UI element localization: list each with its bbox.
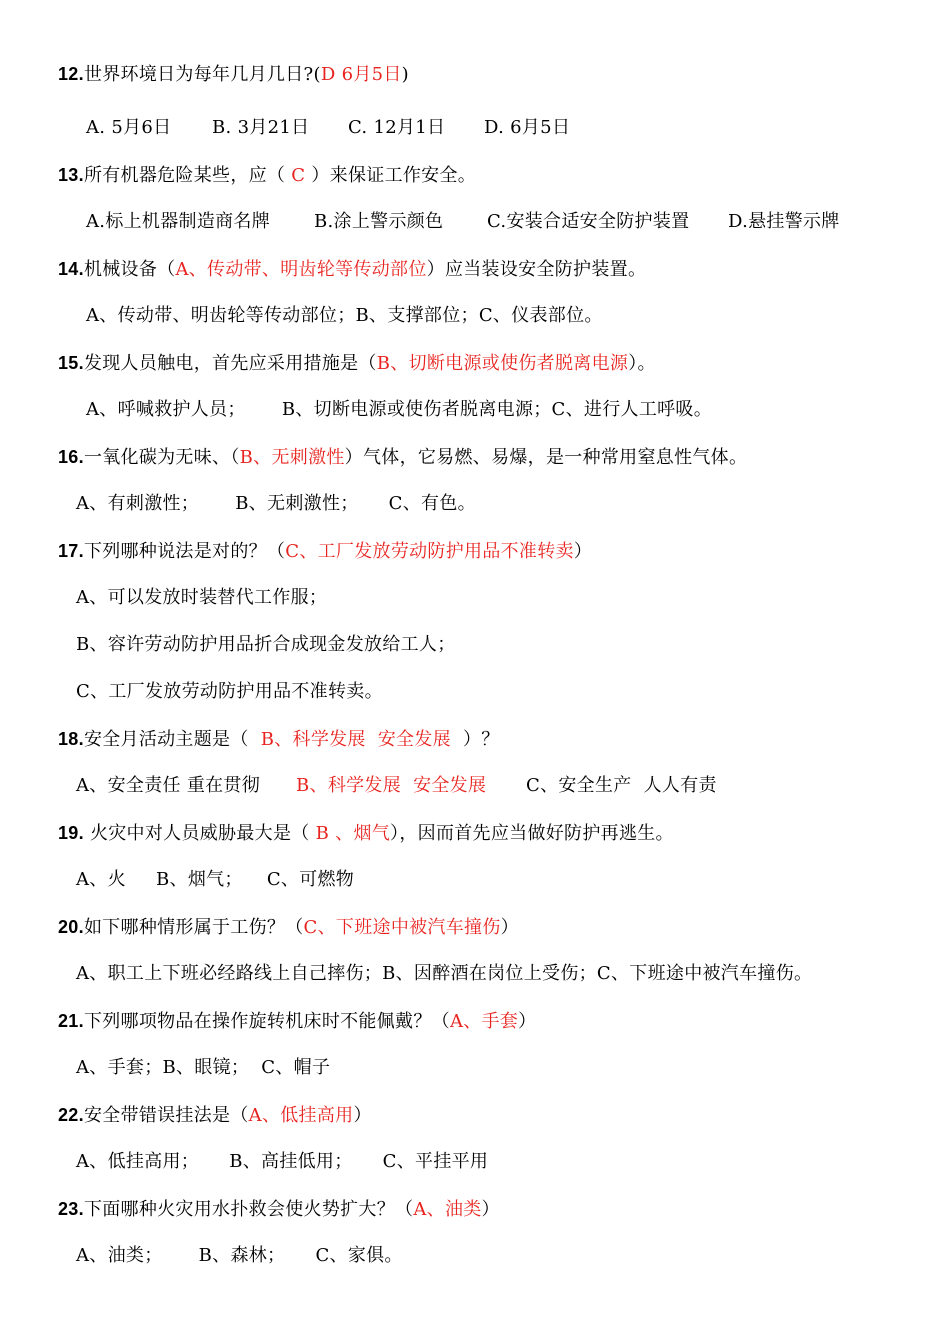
- option-line: [76, 962, 812, 986]
- answer-text: A、手套: [449, 1011, 519, 1032]
- option-line: [296, 774, 486, 798]
- question-text: 安全月活动主题是（: [83, 729, 261, 750]
- option-line: [76, 633, 456, 657]
- question-text: 发现人员触电，首先应采用措施是（: [83, 353, 377, 374]
- question-16: [58, 445, 747, 470]
- option-line: [76, 774, 260, 798]
- answer-text: C、工厂发放劳动防护用品不准转卖: [285, 541, 574, 562]
- question-number: 15.: [58, 353, 84, 373]
- option-line: [86, 116, 171, 140]
- answer-text: B、科学发展 安全发展: [260, 729, 451, 750]
- question-number: 21.: [58, 1011, 84, 1031]
- answer-text: C、下班途中被汽车撞伤: [303, 917, 501, 938]
- option-line: [86, 210, 270, 234]
- question-15: [58, 351, 656, 376]
- question-text: ）气体，它易燃、易爆，是一种常用窒息性气体。: [344, 447, 748, 468]
- option-line: [86, 304, 603, 328]
- question-text: ）: [353, 1105, 372, 1126]
- question-text: 一氧化碳为无味、（: [83, 447, 240, 468]
- answer-text: C: [291, 165, 306, 186]
- option-a: A. 5月6日: [86, 117, 172, 138]
- option-line: [76, 1056, 330, 1080]
- option-b-answer: B、科学发展 安全发展: [296, 775, 487, 796]
- question-text: ）应当装设安全防护装置。: [426, 259, 647, 280]
- question-20: [58, 915, 519, 940]
- option-c: C、安全生产 人人有责: [526, 775, 717, 796]
- question-number: 17.: [58, 541, 84, 561]
- question-number: 23.: [58, 1199, 84, 1219]
- option-line: [76, 868, 354, 892]
- question-17: [58, 539, 592, 564]
- option-d: D. 6月5日: [484, 117, 571, 138]
- answer-text: A、低挂高用: [248, 1105, 354, 1126]
- options-text: A、有刺激性； B、无刺激性； C、有色。: [76, 493, 476, 514]
- options-text: A、低挂高用； B、高挂低用； C、平挂平用: [76, 1151, 489, 1172]
- options-text: A、火 B、烟气； C、可燃物: [76, 869, 355, 890]
- option-line: [348, 116, 445, 140]
- question-text: 下面哪种火灾用水扑救会使火势扩大？（: [83, 1199, 414, 1220]
- question-text: 所有机器危险某些，应（: [83, 165, 292, 186]
- question-text: 世界环境日为每年几月几日?(: [83, 64, 321, 85]
- answer-text: A、传动带、明齿轮等传动部位: [175, 259, 427, 280]
- question-text: ): [401, 64, 409, 85]
- option-line: [76, 680, 383, 704]
- option-line: [76, 1244, 403, 1268]
- question-text: ）？: [450, 729, 500, 750]
- question-number: 14.: [58, 259, 84, 279]
- option-a: A.标上机器制造商名牌: [86, 211, 271, 232]
- option-line: [76, 586, 327, 610]
- option-c: C、工厂发放劳动防护用品不准转卖。: [76, 681, 383, 702]
- option-d: D.悬挂警示牌: [728, 211, 840, 232]
- options-text: A、职工上下班必经路线上自己摔伤；B、因醉酒在岗位上受伤；C、下班途中被汽车撞伤。: [76, 963, 813, 984]
- option-line: [728, 210, 840, 234]
- question-text: ）。: [628, 353, 656, 374]
- options-text: A、油类； B、森林； C、家俱。: [76, 1245, 403, 1266]
- question-text: ）: [518, 1011, 537, 1032]
- question-number: 22.: [58, 1105, 84, 1125]
- question-text: 如下哪种情形属于工伤？（: [83, 917, 304, 938]
- question-19: [58, 821, 674, 846]
- question-text: ），因而首先应当做好防护再逃生。: [390, 823, 674, 844]
- question-number: 19.: [58, 823, 84, 843]
- question-21: [58, 1009, 536, 1034]
- option-a: A、可以发放时装替代工作服；: [76, 587, 328, 608]
- option-c: C. 12月1日: [348, 117, 446, 138]
- question-text: 安全带错误挂法是（: [83, 1105, 249, 1126]
- options-text: A、手套；B、眼镜； C、帽子: [76, 1057, 331, 1078]
- question-number: 18.: [58, 729, 84, 749]
- question-23: [58, 1197, 500, 1222]
- answer-text: B、切断电源或使伤者脱离电源: [376, 353, 629, 374]
- option-line: [76, 492, 476, 516]
- question-number: 20.: [58, 917, 84, 937]
- option-b: B. 3月21日: [212, 117, 310, 138]
- question-number: 12.: [58, 64, 84, 84]
- question-text: 火灾中对人员威胁最大是（: [83, 823, 316, 844]
- question-13: [58, 163, 476, 188]
- answer-text: A、油类: [413, 1199, 482, 1220]
- question-12: [58, 62, 409, 87]
- option-c: C.安装合适安全防护装置: [487, 211, 690, 232]
- question-22: [58, 1103, 372, 1128]
- option-line: [76, 1150, 488, 1174]
- question-text: ）: [573, 541, 593, 562]
- options-text: A、传动带、明齿轮等传动部位；B、支撑部位；C、仪表部位。: [86, 305, 603, 326]
- question-number: 13.: [58, 165, 84, 185]
- question-text: 下列哪种说法是对的？（: [83, 541, 286, 562]
- question-text: ）来保证工作安全。: [305, 165, 477, 186]
- question-text: ）: [481, 1199, 500, 1220]
- question-14: [58, 257, 646, 282]
- option-a: A、安全责任 重在贯彻: [76, 775, 261, 796]
- question-text: 机械设备（: [83, 259, 176, 280]
- option-b: B.涂上警示颜色: [314, 211, 444, 232]
- option-line: [526, 774, 717, 798]
- question-text: 下列哪项物品在操作旋转机床时不能佩戴？（: [83, 1011, 450, 1032]
- option-line: [212, 116, 309, 140]
- question-number: 16.: [58, 447, 84, 467]
- option-line: [314, 210, 443, 234]
- answer-text: B、无刺激性: [239, 447, 345, 468]
- option-b: B、容许劳动防护用品折合成现金发放给工人；: [76, 634, 456, 655]
- answer-text: D 6月5日: [320, 64, 402, 85]
- option-line: [86, 398, 712, 422]
- question-18: [58, 727, 500, 752]
- option-line: [487, 210, 689, 234]
- answer-text: B 、烟气: [315, 823, 391, 844]
- option-line: [484, 116, 570, 140]
- options-text: A、呼喊救护人员； B、切断电源或使伤者脱离电源；C、进行人工呼吸。: [86, 399, 713, 420]
- question-text: ）: [500, 917, 519, 938]
